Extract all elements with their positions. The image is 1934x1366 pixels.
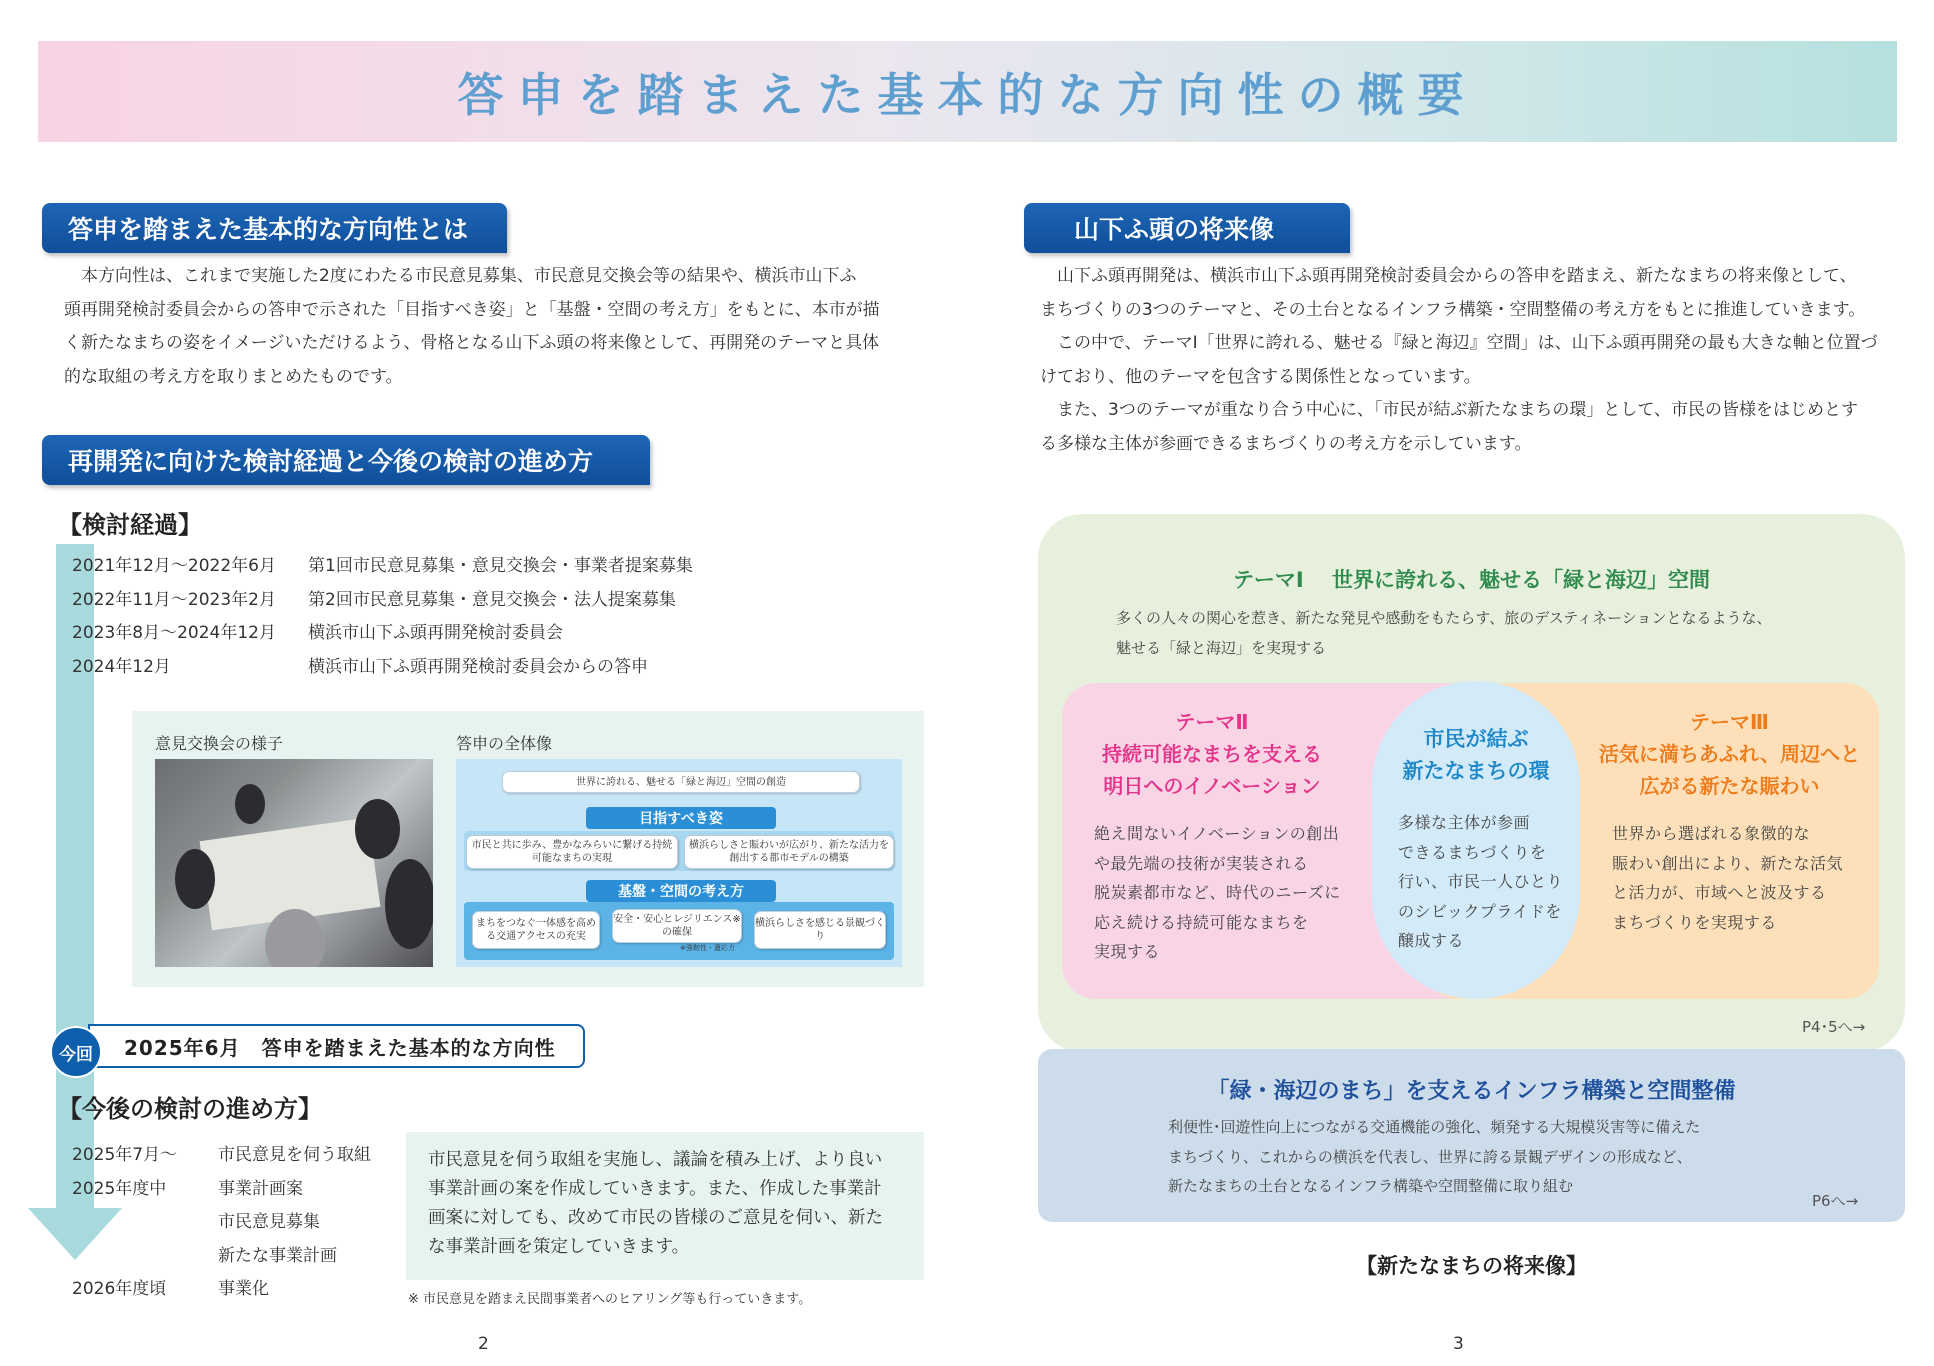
future-event: 市民意見募集 — [218, 1212, 320, 1232]
infra-description-line: 利便性･回遊性向上につながる交通機能の強化、頻発する大規模災害等に備えた — [1168, 1118, 1701, 1136]
theme2-description-line: 実現する — [1094, 942, 1161, 961]
vision-line: まちづくりの3つのテーマと、その土台となるインフラ構築・空間整備の考え方をもとに推進していきます。 — [1040, 299, 1866, 320]
history-event: 第1回市民意見募集・意見交換会・事業者提案募集 — [308, 556, 693, 576]
future-row — [72, 1207, 320, 1232]
history-event: 第2回市民意見募集・意見交換会・法人提案募集 — [308, 590, 676, 610]
photo-person-shape — [385, 859, 433, 949]
section-heading-process-text: 再開発に向けた検討経過と今後の検討の進め方 — [68, 447, 594, 476]
diagram-goal-right: 横浜らしさと賑わいが広がり、新たな活力を創出する都市モデルの構築 — [684, 835, 894, 869]
theme3-title-line: 活気に満ちあふれ、周辺へと — [1598, 742, 1861, 766]
future-date — [72, 1207, 218, 1232]
center-title — [1372, 723, 1580, 787]
diagram-goal-left: 市民と共に歩み、豊かなみらいに繋げる持続可能なまちの実現 — [466, 835, 678, 869]
vision-line: る多様な主体が参画できるまちづくりの考え方を示しています。 — [1040, 433, 1532, 454]
infra-description-line: 新たなまちの土台となるインフラ構築や空間整備に取り組む — [1168, 1177, 1574, 1195]
vision-line: また、3つのテーマが重なり合う中心に、「市民が結ぶ新たなまちの環」として、市民の皆様をはじめとす — [1057, 400, 1858, 420]
theme2-title-line: 明日へのイノベーション — [1103, 774, 1321, 798]
photo-person-shape — [235, 784, 265, 824]
section-heading-direction — [42, 203, 507, 253]
direction-paragraph — [64, 260, 934, 394]
current-badge: 今回 — [50, 1026, 102, 1078]
center-description — [1398, 808, 1563, 956]
theme3-description-line: まちづくりを実現する — [1612, 912, 1777, 932]
future-description-line: な事業計画を策定していきます。 — [428, 1237, 690, 1257]
theme2-description-line: や最先端の技術が実装される — [1094, 853, 1309, 873]
future-description-box — [406, 1132, 924, 1280]
direction-line: 本方向性は、これまで実施した2度にわたる市民意見募集、市民意見交換会等の結果や、横浜市山下ふ — [81, 266, 857, 286]
theme3-label: テーマⅢ — [1690, 710, 1769, 734]
vision-line: この中で、テーマⅠ「世界に誇れる、魅せる『緑と海辺』空間」は、山下ふ頭再開発の最も大きな軸と位置づ — [1057, 333, 1878, 353]
future-description-line: 事業計画の案を作成していきます。また、作成した事業計 — [428, 1179, 882, 1199]
center-description-line: 多様な主体が参画 — [1398, 813, 1531, 832]
future-date — [72, 1241, 218, 1266]
diagram-base-1: まちをつなぐ一体感を高める交通アクセスの充実 — [472, 911, 600, 949]
future-event: 事業化 — [218, 1279, 269, 1299]
history-title: 【検討経過】 — [58, 511, 202, 539]
theme2-description-line: 脱炭素都市など、時代のニーズに — [1094, 883, 1341, 902]
theme1-description-line: 魅せる「緑と海辺」を実現する — [1116, 639, 1327, 657]
diagram-base-3: 横浜らしさを感じる景観づくり — [754, 911, 886, 949]
future-description-line: 市民意見を伺う取組を実施し、議論を積み上げ、より良い — [428, 1150, 883, 1170]
vision-caption: 【新たなまちの将来像】 — [1356, 1254, 1587, 1278]
current-step-text: 2025年6月 答申を踏まえた基本的な方向性 — [124, 1035, 556, 1060]
future-row — [72, 1274, 269, 1299]
center-description-line: のシビックプライドを — [1398, 901, 1562, 921]
vision-line: 山下ふ頭再開発は、横浜市山下ふ頭再開発検討委員会からの答申を踏まえ、新たなまちの将来像として、 — [1057, 266, 1857, 286]
future-date: 2026年度頃 — [72, 1279, 167, 1299]
diagram-goal-head: 目指すべき姿 — [586, 807, 776, 829]
theme2-label: テーマⅡ — [1175, 710, 1249, 734]
title-banner — [38, 41, 1897, 142]
center-description-line: できるまちづくりを — [1398, 842, 1547, 862]
future-event: 市民意見を伺う取組 — [218, 1145, 371, 1165]
theme3-description-line: と活力が、市域へと波及する — [1612, 883, 1827, 902]
history-row — [72, 652, 648, 677]
direction-line: 頭再開発検討委員会からの答申で示された「目指すべき姿」と「基盤・空間の考え方」をもとに、本市が描 — [64, 299, 880, 320]
theme2-description-line: 絶え間ないイノベーションの創出 — [1094, 824, 1340, 843]
future-row — [72, 1140, 371, 1165]
future-row — [72, 1174, 303, 1199]
history-row — [72, 585, 676, 610]
meeting-photo — [155, 759, 433, 967]
infra-description — [1168, 1113, 1700, 1202]
theme3-title-line: 広がる新たな賑わい — [1639, 774, 1820, 798]
theme2-title-line: 持続可能なまちを支える — [1102, 742, 1322, 766]
theme3-description — [1612, 819, 1843, 937]
diagram-base-head: 基盤・空間の考え方 — [586, 880, 776, 902]
page-number-right: 3 — [1453, 1334, 1464, 1354]
infra-page-link[interactable]: P6へ→ — [1812, 1192, 1859, 1210]
future-event: 新たな事業計画 — [218, 1246, 337, 1266]
future-description-line: 画案に対しても、改めて市民の皆様のご意見を伺い、新た — [428, 1208, 883, 1228]
future-date: 2025年度中 — [72, 1179, 167, 1199]
history-date: 2023年8月～2024年12月 — [72, 623, 276, 643]
theme1-description-line: 多くの人々の関心を惹き、新たな発見や感動をもたらす、旅のデスティネーションとなるような、 — [1116, 609, 1772, 627]
diagram-base-2-note: ※強靭性・適応力 — [680, 944, 735, 952]
history-date: 2024年12月 — [72, 657, 171, 677]
center-title-line: 市民が結ぶ — [1423, 727, 1529, 751]
photo-person-shape — [175, 849, 215, 909]
theme2-description — [1094, 819, 1341, 967]
history-event: 横浜市山下ふ頭再開発検討委員会 — [308, 623, 563, 643]
theme1-title: テーマⅠ 世界に誇れる、魅せる「緑と海辺」空間 — [1232, 568, 1711, 592]
theme3-description-line: 賑わい創出により、新たな活気 — [1612, 853, 1844, 873]
future-row — [72, 1241, 337, 1266]
future-date: 2025年7月～ — [72, 1145, 178, 1165]
page-number-left: 2 — [478, 1334, 489, 1354]
section-heading-vision — [1024, 203, 1350, 253]
diagram-caption: 答申の全体像 — [456, 734, 553, 753]
history-date: 2022年11月～2023年2月 — [72, 590, 276, 610]
section-heading-direction-text: 答申を踏まえた基本的な方向性とは — [68, 215, 469, 244]
theme3-title — [1580, 738, 1879, 802]
theme1-description — [1116, 603, 1772, 663]
history-row — [72, 618, 563, 643]
center-title-line: 新たなまちの環 — [1402, 759, 1550, 783]
section-heading-vision-text: 山下ふ頭の将来像 — [1074, 215, 1275, 244]
infra-title: 「緑・海辺のまち」を支えるインフラ構築と空間整備 — [1207, 1079, 1736, 1104]
center-description-line: 行い、市民一人ひとり — [1398, 872, 1564, 891]
direction-line: く新たなまちの姿をイメージいただけるよう、骨格となる山下ふ頭の将来像として、再開発のテーマと具体 — [64, 333, 880, 353]
diagram-top-pill: 世界に誇れる、魅せる「緑と海辺」空間の創造 — [502, 771, 860, 793]
report-diagram — [456, 759, 902, 967]
current-step-box — [88, 1024, 585, 1068]
future-event: 事業計画案 — [218, 1179, 303, 1199]
section-heading-process — [42, 435, 650, 485]
history-row — [72, 551, 693, 576]
page-title: 答申を踏まえた基本的な方向性の概要 — [457, 67, 1478, 122]
vision-line: けており、他のテーマを包含する関係性となっています。 — [1040, 366, 1481, 387]
direction-line: 的な取組の考え方を取りまとめたものです。 — [64, 366, 403, 387]
theme2-description-line: 応え続ける持続可能なまちを — [1094, 912, 1309, 932]
diagram-base-2: 安全・安心とレジリエンス※の確保 — [612, 909, 742, 943]
vision-paragraph — [1040, 260, 1905, 461]
theme2-title — [1062, 738, 1362, 802]
center-description-line: 醸成する — [1398, 931, 1465, 950]
history-date: 2021年12月～2022年6月 — [72, 556, 276, 576]
photo-person-shape — [265, 909, 325, 967]
infra-description-line: まちづくり、これからの横浜を代表し、世界に誇る景観デザインの形成など、 — [1168, 1147, 1692, 1166]
footnote: ※ 市民意見を踏まえ民間事業者へのヒアリング等も行っていきます。 — [408, 1292, 812, 1307]
photo-caption: 意見交換会の様子 — [155, 734, 284, 753]
history-event: 横浜市山下ふ頭再開発検討委員会からの答申 — [308, 657, 648, 677]
photo-person-shape — [355, 799, 400, 859]
theme3-description-line: 世界から選ばれる象徴的な — [1612, 824, 1811, 843]
future-title: 【今後の検討の進め方】 — [58, 1095, 322, 1123]
theme-page-link[interactable]: P4･5へ→ — [1802, 1018, 1866, 1036]
